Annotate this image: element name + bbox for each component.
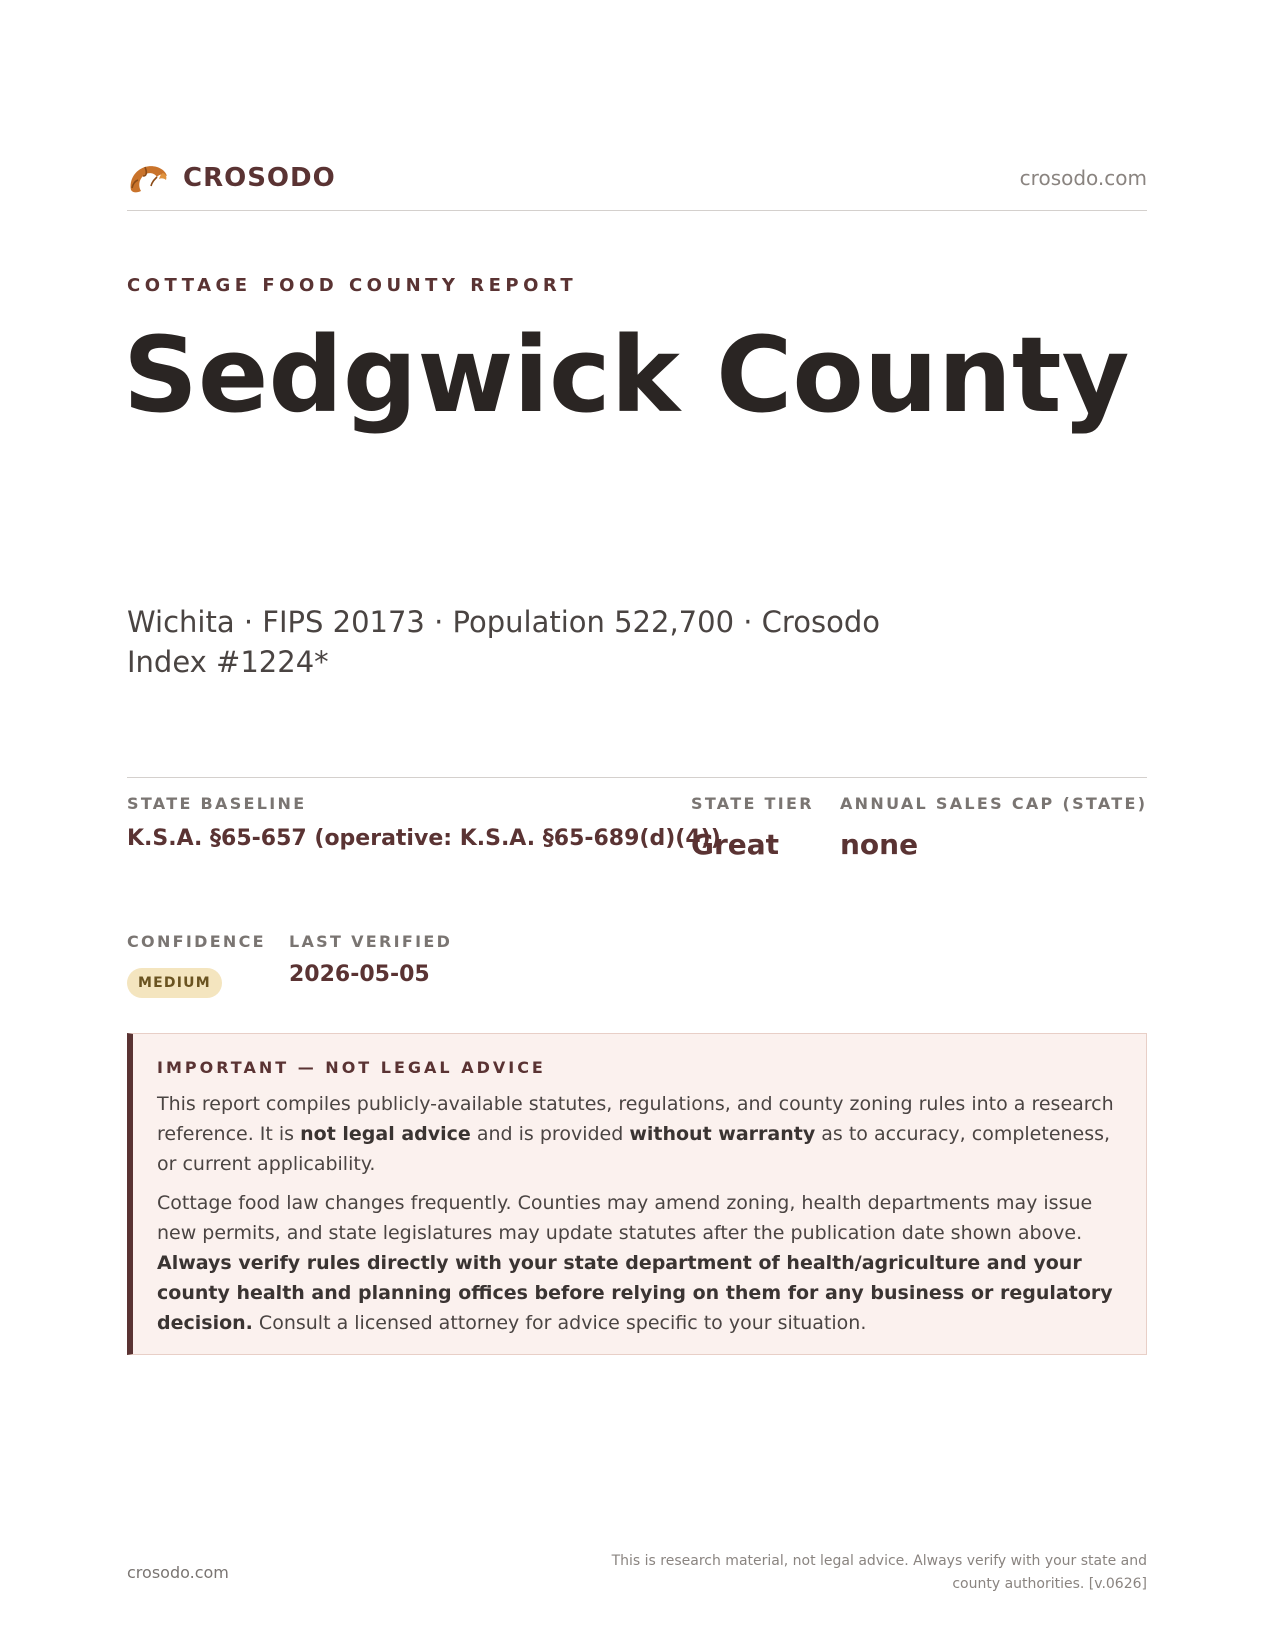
brand-name: CROSODO (183, 163, 336, 193)
footer-url[interactable]: crosodo.com (127, 1563, 229, 1582)
report-page (123, 0, 1148, 1650)
last-verified-label: LAST VERIFIED (289, 932, 453, 951)
legal-notice (127, 1033, 1147, 1355)
state-baseline-value: K.S.A. §65-657 (operative: K.S.A. §65-689(d)(4)) (127, 826, 721, 851)
section-divider (127, 777, 1147, 778)
sales-cap-value: none (840, 828, 919, 861)
sales-cap-label: ANNUAL SALES CAP (STATE) (840, 794, 1148, 813)
state-baseline-label: STATE BASELINE (127, 794, 307, 813)
state-tier-label: STATE TIER (691, 794, 814, 813)
confidence-label: CONFIDENCE (127, 932, 266, 951)
page-header (127, 158, 1147, 198)
header-divider (127, 210, 1147, 211)
confidence-badge: MEDIUM (127, 968, 222, 998)
page-title: Sedgwick County (123, 314, 1130, 436)
state-tier-value: Great (691, 828, 780, 861)
last-verified-value: 2026-05-05 (289, 962, 430, 987)
brand (127, 160, 336, 196)
notice-title: IMPORTANT — NOT LEGAL ADVICE (157, 1058, 546, 1077)
header-url[interactable]: crosodo.com (1019, 166, 1147, 190)
notice-paragraph-1: This report compiles publicly-available statutes, regulations, and county zoning rules into a research reference. It is not legal advice and is provided without warranty as to accuracy, completeness, or current applicability. (157, 1093, 1114, 1175)
notice-paragraph-2: Cottage food law changes frequently. Counties may amend zoning, health departments may issue new permits, and state legislatures may update statutes after the publication date shown above. Always verify rules directly with your state department of health/agriculture and your county health and planning offices before relying on them for any business or regulatory decision. Consult a licensed attorney for advice specific to your situation. (157, 1192, 1113, 1334)
footer-disclaimer: This is research material, not legal advice. Always verify with your state and county authorities. [v.0626] (611, 1553, 1147, 1592)
croissant-icon (127, 160, 169, 196)
page-subtitle: Wichita · FIPS 20173 · Population 522,700 · Crosodo Index #1224* (127, 605, 880, 679)
report-kicker: COTTAGE FOOD COUNTY REPORT (127, 275, 578, 296)
